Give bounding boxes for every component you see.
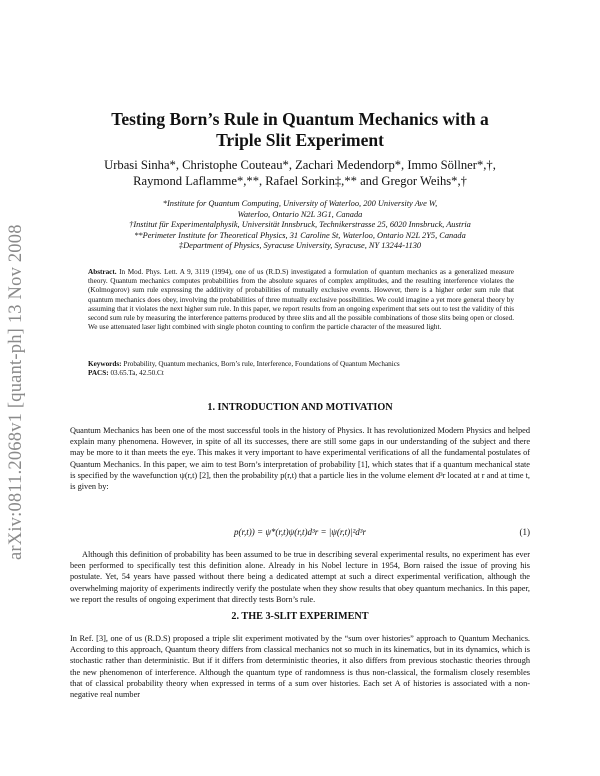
authors <box>70 157 530 189</box>
section-2-heading: 2. THE 3-SLIT EXPERIMENT <box>231 611 369 622</box>
pacs-label: PACS: <box>88 369 109 377</box>
paper-title <box>70 109 530 151</box>
keywords-text: Probability, Quantum mechanics, Born’s rule, Interference, Foundations of Quantum Mechanics <box>123 360 400 368</box>
abstract <box>88 268 514 332</box>
affiliation-perimeter: **Perimeter Institute for Theoretical Physics, 31 Caroline St, Waterloo, Ontario N2L 2Y5, Canada <box>134 230 466 240</box>
authors-line-2: Raymond Laflamme*,**, Rafael Sorkin‡,** and Gregor Weihs*,† <box>133 174 467 188</box>
affiliation-iqc: *Institute for Quantum Computing, University of Waterloo, 200 University Ave W, <box>162 199 438 208</box>
title-line-1: Testing Born’s Rule in Quantum Mechanics with a <box>111 109 489 129</box>
keywords-label: Keywords: <box>88 360 122 368</box>
affiliation-iqc-address: Waterloo, Ontario N2L 3G1, Canada <box>237 209 363 219</box>
affiliations <box>70 199 530 252</box>
abstract-text: In Mod. Phys. Lett. A 9, 3119 (1994), one of us (R.D.S) investigated a formulation of quantum mechanics as a generalized measure theory. Quantum mechanics computes probabilities from the absolute squares of complex amplitudes, and the resulting interference violates the (Kolmogorov) sum rule expressing the additivity of probabilities of mutually exclusive events. However, there is a higher order sum rule that quantum mechanics does obey, involving the probabilities of three mutually exclusive possibilities. We could imagine a yet more general theory by assuming that it violates the next higher sum rule. In this paper, we report results from an ongoing experiment that sets out to test the validity of this second sum rule by measuring the interference patterns produced by three slits and all the possible combinations of those slits being open or closed. We use attenuated laser light combined with single photon counting to confirm the particle character of the measured light. <box>88 268 514 332</box>
section-2-paragraph-1: In Ref. [3], one of us (R.D.S) proposed a triple slit experiment motivated by the “sum over histories” approach to Quantum Mechanics. According to this approach, Quantum theory differs from classical mechanics not so much in its kinematics, but in its dynamics, which is stochastic rather than deterministic. But if it differs from deterministic theories, it also differs from previous stochastic theories through the new phenomenon of interference. Although the quantum type of randomness is thus non-classical, the formalism closely resembles that of classical probability theory when expressed in terms of a sum over histories. Each set A of histories is associated with a non-negative real number <box>70 634 530 700</box>
keywords-block <box>88 360 514 378</box>
arxiv-identifier: arXiv:0811.2068v1 [quant-ph] 13 Nov 2008 <box>6 224 26 560</box>
authors-line-1: Urbasi Sinha*, Christophe Couteau*, Zachari Medendorp*, Immo Söllner*,†, <box>104 158 496 172</box>
affiliation-innsbruck: †Institut für Experimentalphysik, Universität Innsbruck, Technikerstrasse 25, 6020 Innsbruck, Austria <box>129 220 471 230</box>
affiliation-syracuse: ‡Department of Physics, Syracuse University, Syracuse, NY 13244-1130 <box>178 241 422 251</box>
title-line-2: Triple Slit Experiment <box>216 130 384 150</box>
equation-number: (1) <box>519 527 530 537</box>
abstract-label: Abstract. <box>88 268 117 276</box>
section-1-paragraph-2: Although this definition of probability has been assumed to be true in describing several experimental results, no experiment has ever been performed to specifically test this definition alone. Already in his Nobel lecture in 1954, Born raised the issue of proving his postulate. Yet, 54 years have passed without there being a dedicated attempt at such a direct experimental verification, although the overwhelming majority of experiments indirectly verify the postulate when they show results that obey quantum mechanics. In this paper, we report the results of ongoing experiment that directly tests Born’s rule. <box>70 550 530 604</box>
section-1-paragraph-1: Quantum Mechanics has been one of the most successful tools in the history of Physics. It has revolutionized Modern Physics and helped explain many phenomena. However, in spite of all its successes, there are still some gaps in our understanding of the subject and there may be more to it than meets the eye. This makes it very important to have experimental verifications of all the fundamental postulates of Quantum Mechanics. In this paper, we aim to test Born’s interpretation of probability [1], which states that if a quantum mechanical state is specified by the wavefunction ψ(r,t) [2], then the probability p(r,t) that a particle lies in the volume element d³r located at r and at time t, is given by: <box>70 426 530 492</box>
equation-expression: p(r,t)) = ψ*(r,t)ψ(r,t)d³r = |ψ(r,t)|²d³r <box>234 527 366 537</box>
section-1-heading: 1. INTRODUCTION AND MOTIVATION <box>207 402 393 413</box>
pacs-text: 03.65.Ta, 42.50.Ct <box>110 369 164 377</box>
